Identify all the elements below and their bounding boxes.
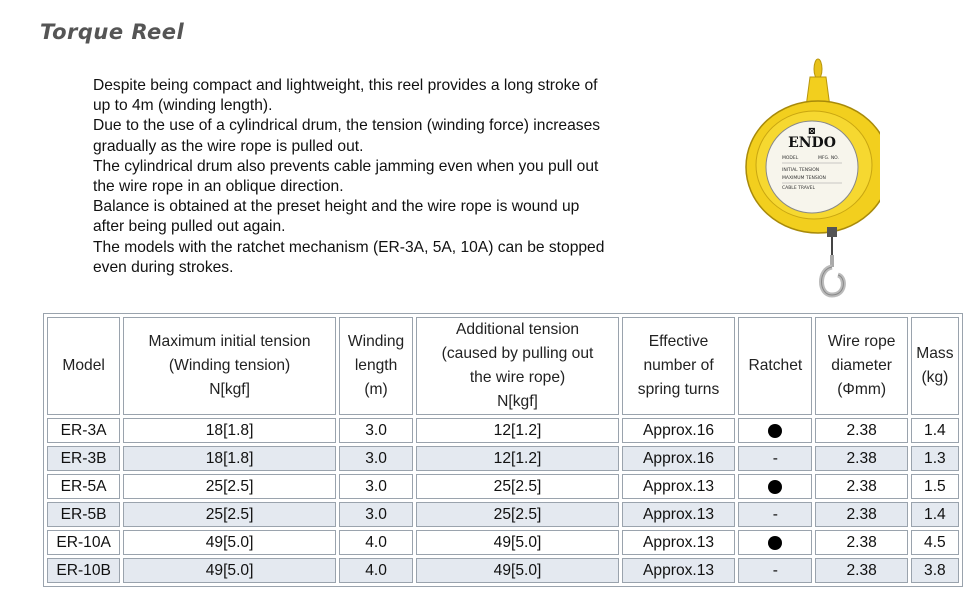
cell-spring-turns: Approx.13 [622,474,735,499]
header-additional-tension [416,317,619,415]
cell-max-tension: 25[2.5] [123,502,336,527]
cell-mass: 1.4 [911,502,959,527]
cell-additional-tension: 12[1.2] [416,446,619,471]
cell-wire-diameter: 2.38 [815,558,907,583]
description-line: Despite being compact and lightweight, this reel provides a long stroke of up to 4m (winding length). [93,77,598,115]
header-text: Additional tension (caused by pulling out the wire rope) N[kgf] [441,321,594,410]
header-wire-diameter [815,317,907,415]
cell-max-tension: 49[5.0] [123,558,336,583]
table-header-row [47,317,959,415]
cell-additional-tension: 25[2.5] [416,474,619,499]
cell-model: ER-3B [47,446,120,471]
cell-ratchet: - [738,558,812,583]
table-row [47,558,959,583]
brand-logo: ENDO [788,135,836,151]
cell-spring-turns: Approx.16 [622,418,735,443]
cell-additional-tension: 49[5.0] [416,530,619,555]
header-text: Effective number of spring turns [637,333,720,398]
cell-wire-diameter: 2.38 [815,418,907,443]
cell-spring-turns: Approx.13 [622,530,735,555]
description-line: The cylindrical drum also prevents cable jamming even when you pull out the wire rope in an oblique direction. [93,157,599,196]
cell-mass: 3.8 [911,558,959,583]
description-line: Due to the use of a cylindrical drum, the tension (winding force) increases gradually as the wire rope is pulled out. [93,117,601,155]
cell-winding-length: 3.0 [339,502,413,527]
ratchet-dot-icon [768,480,782,494]
table-row [47,418,959,443]
table-row [47,474,959,499]
ratchet-dot-icon [768,424,782,438]
cell-mass: 1.3 [911,446,959,471]
table-body [47,418,959,583]
header-max-tension [123,317,336,415]
cell-additional-tension: 49[5.0] [416,558,619,583]
header-spring-turns [622,317,735,415]
svg-text:MODEL: MODEL [782,156,799,161]
cell-mass: 4.5 [911,530,959,555]
ratchet-dot-icon [768,536,782,550]
table-row [47,446,959,471]
cell-wire-diameter: 2.38 [815,502,907,527]
cell-model: ER-10B [47,558,120,583]
description-line: The models with the ratchet mechanism (ER-3A, 5A, 10A) can be stopped even during strokes. [93,238,605,276]
specifications-table [43,313,963,587]
torque-reel-product-image [720,55,880,300]
header-text: Wire rope diameter (Φmm) [827,333,896,398]
description-line: Balance is obtained at the preset height and the wire rope is wound up after being pulled out again. [93,198,580,236]
cell-winding-length: 4.0 [339,530,413,555]
header-text: Winding length (m) [347,333,405,398]
table-row [47,530,959,555]
cell-ratchet [738,474,812,499]
cell-winding-length: 3.0 [339,446,413,471]
header-mass [911,317,959,415]
cell-ratchet [738,530,812,555]
cell-spring-turns: Approx.13 [622,558,735,583]
header-text: Maximum initial tension (Winding tension) N[kgf] [148,333,311,398]
cell-ratchet: - [738,446,812,471]
description [93,76,613,278]
header-model: Model [47,317,120,415]
cell-max-tension: 49[5.0] [123,530,336,555]
cell-winding-length: 3.0 [339,474,413,499]
cell-spring-turns: Approx.13 [622,502,735,527]
cell-mass: 1.5 [911,474,959,499]
svg-text:MFG. NO.: MFG. NO. [818,156,839,161]
header-text: Mass (kg) [916,345,954,386]
cell-model: ER-10A [47,530,120,555]
svg-text:⊠: ⊠ [807,126,817,137]
cell-max-tension: 18[1.8] [123,418,336,443]
cell-model: ER-3A [47,418,120,443]
svg-text:INITIAL TENSION: INITIAL TENSION [782,168,820,173]
cell-wire-diameter: 2.38 [815,530,907,555]
cell-mass: 1.4 [911,418,959,443]
svg-text:MAXIMUM TENSION: MAXIMUM TENSION [782,176,826,181]
cell-winding-length: 3.0 [339,418,413,443]
cell-winding-length: 4.0 [339,558,413,583]
table-row [47,502,959,527]
cell-additional-tension: 25[2.5] [416,502,619,527]
cell-ratchet [738,418,812,443]
cell-ratchet: - [738,502,812,527]
cell-spring-turns: Approx.16 [622,446,735,471]
cell-max-tension: 25[2.5] [123,474,336,499]
cell-model: ER-5A [47,474,120,499]
header-winding-length [339,317,413,415]
cell-wire-diameter: 2.38 [815,446,907,471]
page-title: Torque Reel [40,20,185,44]
cell-wire-diameter: 2.38 [815,474,907,499]
svg-text:CABLE TRAVEL: CABLE TRAVEL [782,186,816,191]
cell-additional-tension: 12[1.2] [416,418,619,443]
cell-max-tension: 18[1.8] [123,446,336,471]
cell-model: ER-5B [47,502,120,527]
header-ratchet: Ratchet [738,317,812,415]
